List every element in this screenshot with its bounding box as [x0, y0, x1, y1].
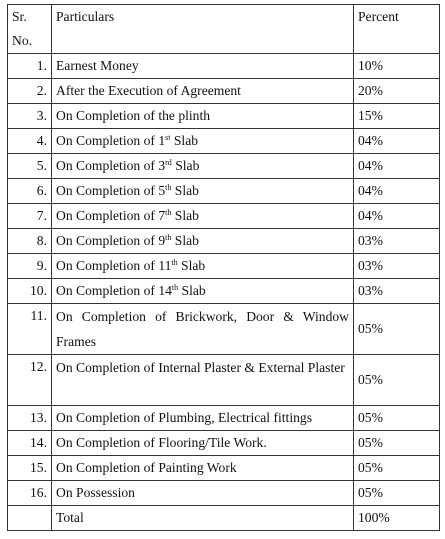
table-header-row [8, 5, 440, 54]
row-particulars: On Completion of 5th Slab [52, 179, 354, 204]
total-label: Total [52, 506, 354, 531]
table-row [8, 456, 440, 481]
table-row [8, 431, 440, 456]
row-particulars: On Completion of 3rd Slab [52, 154, 354, 179]
row-particulars: On Completion of Brickwork, Door & Window Frames [52, 304, 354, 355]
row-particulars: After the Execution of Agreement [52, 79, 354, 104]
row-particulars: On Possession [52, 481, 354, 506]
total-row [8, 506, 440, 531]
payment-schedule-body [8, 5, 440, 531]
row-sr-no: 8. [8, 229, 52, 254]
row-percent: 04% [354, 179, 440, 204]
row-sr-no: 2. [8, 79, 52, 104]
row-percent: 05% [354, 456, 440, 481]
table-row [8, 481, 440, 506]
row-particulars: On Completion of 1st Slab [52, 129, 354, 154]
row-sr-no: 6. [8, 179, 52, 204]
table-row [8, 279, 440, 304]
row-sr-no: 11. [8, 304, 52, 355]
row-sr-no: 7. [8, 204, 52, 229]
row-percent: 04% [354, 129, 440, 154]
row-percent: 15% [354, 104, 440, 129]
row-sr-no: 9. [8, 254, 52, 279]
row-particulars: Earnest Money [52, 54, 354, 79]
row-sr-no: 14. [8, 431, 52, 456]
row-sr-no: 13. [8, 406, 52, 431]
row-percent: 05% [354, 304, 440, 355]
table-row [8, 229, 440, 254]
table-row [8, 79, 440, 104]
row-particulars: On Completion of 9th Slab [52, 229, 354, 254]
table-row [8, 406, 440, 431]
header-percent: Percent [354, 5, 440, 54]
row-particulars: On Completion of 11th Slab [52, 254, 354, 279]
row-percent: 03% [354, 229, 440, 254]
row-percent: 10% [354, 54, 440, 79]
row-sr-no: 12. [8, 355, 52, 406]
row-sr-no: 1. [8, 54, 52, 79]
table-row [8, 179, 440, 204]
row-percent: 03% [354, 279, 440, 304]
table-row [8, 254, 440, 279]
total-percent: 100% [354, 506, 440, 531]
header-sr-no: Sr. No. [8, 5, 52, 54]
header-particulars: Particulars [52, 5, 354, 54]
row-particulars: On Completion of the plinth [52, 104, 354, 129]
row-sr-no: 3. [8, 104, 52, 129]
table-row [8, 204, 440, 229]
row-percent: 05% [354, 355, 440, 406]
row-particulars: On Completion of 14th Slab [52, 279, 354, 304]
total-sr-empty [8, 506, 52, 531]
table-row [8, 154, 440, 179]
row-sr-no: 16. [8, 481, 52, 506]
table-row [8, 304, 440, 355]
row-percent: 04% [354, 204, 440, 229]
table-row [8, 129, 440, 154]
row-percent: 05% [354, 406, 440, 431]
row-percent: 05% [354, 431, 440, 456]
payment-schedule-table [7, 4, 440, 531]
table-row [8, 104, 440, 129]
row-particulars: On Completion of 7th Slab [52, 204, 354, 229]
table-row [8, 355, 440, 406]
row-particulars: On Completion of Flooring/Tile Work. [52, 431, 354, 456]
row-percent: 05% [354, 481, 440, 506]
row-percent: 03% [354, 254, 440, 279]
row-particulars: On Completion of Plumbing, Electrical fittings [52, 406, 354, 431]
row-percent: 04% [354, 154, 440, 179]
row-sr-no: 15. [8, 456, 52, 481]
table-row [8, 54, 440, 79]
row-percent: 20% [354, 79, 440, 104]
row-particulars: On Completion of Internal Plaster & External Plaster [52, 355, 354, 406]
row-particulars: On Completion of Painting Work [52, 456, 354, 481]
row-sr-no: 4. [8, 129, 52, 154]
row-sr-no: 10. [8, 279, 52, 304]
row-sr-no: 5. [8, 154, 52, 179]
